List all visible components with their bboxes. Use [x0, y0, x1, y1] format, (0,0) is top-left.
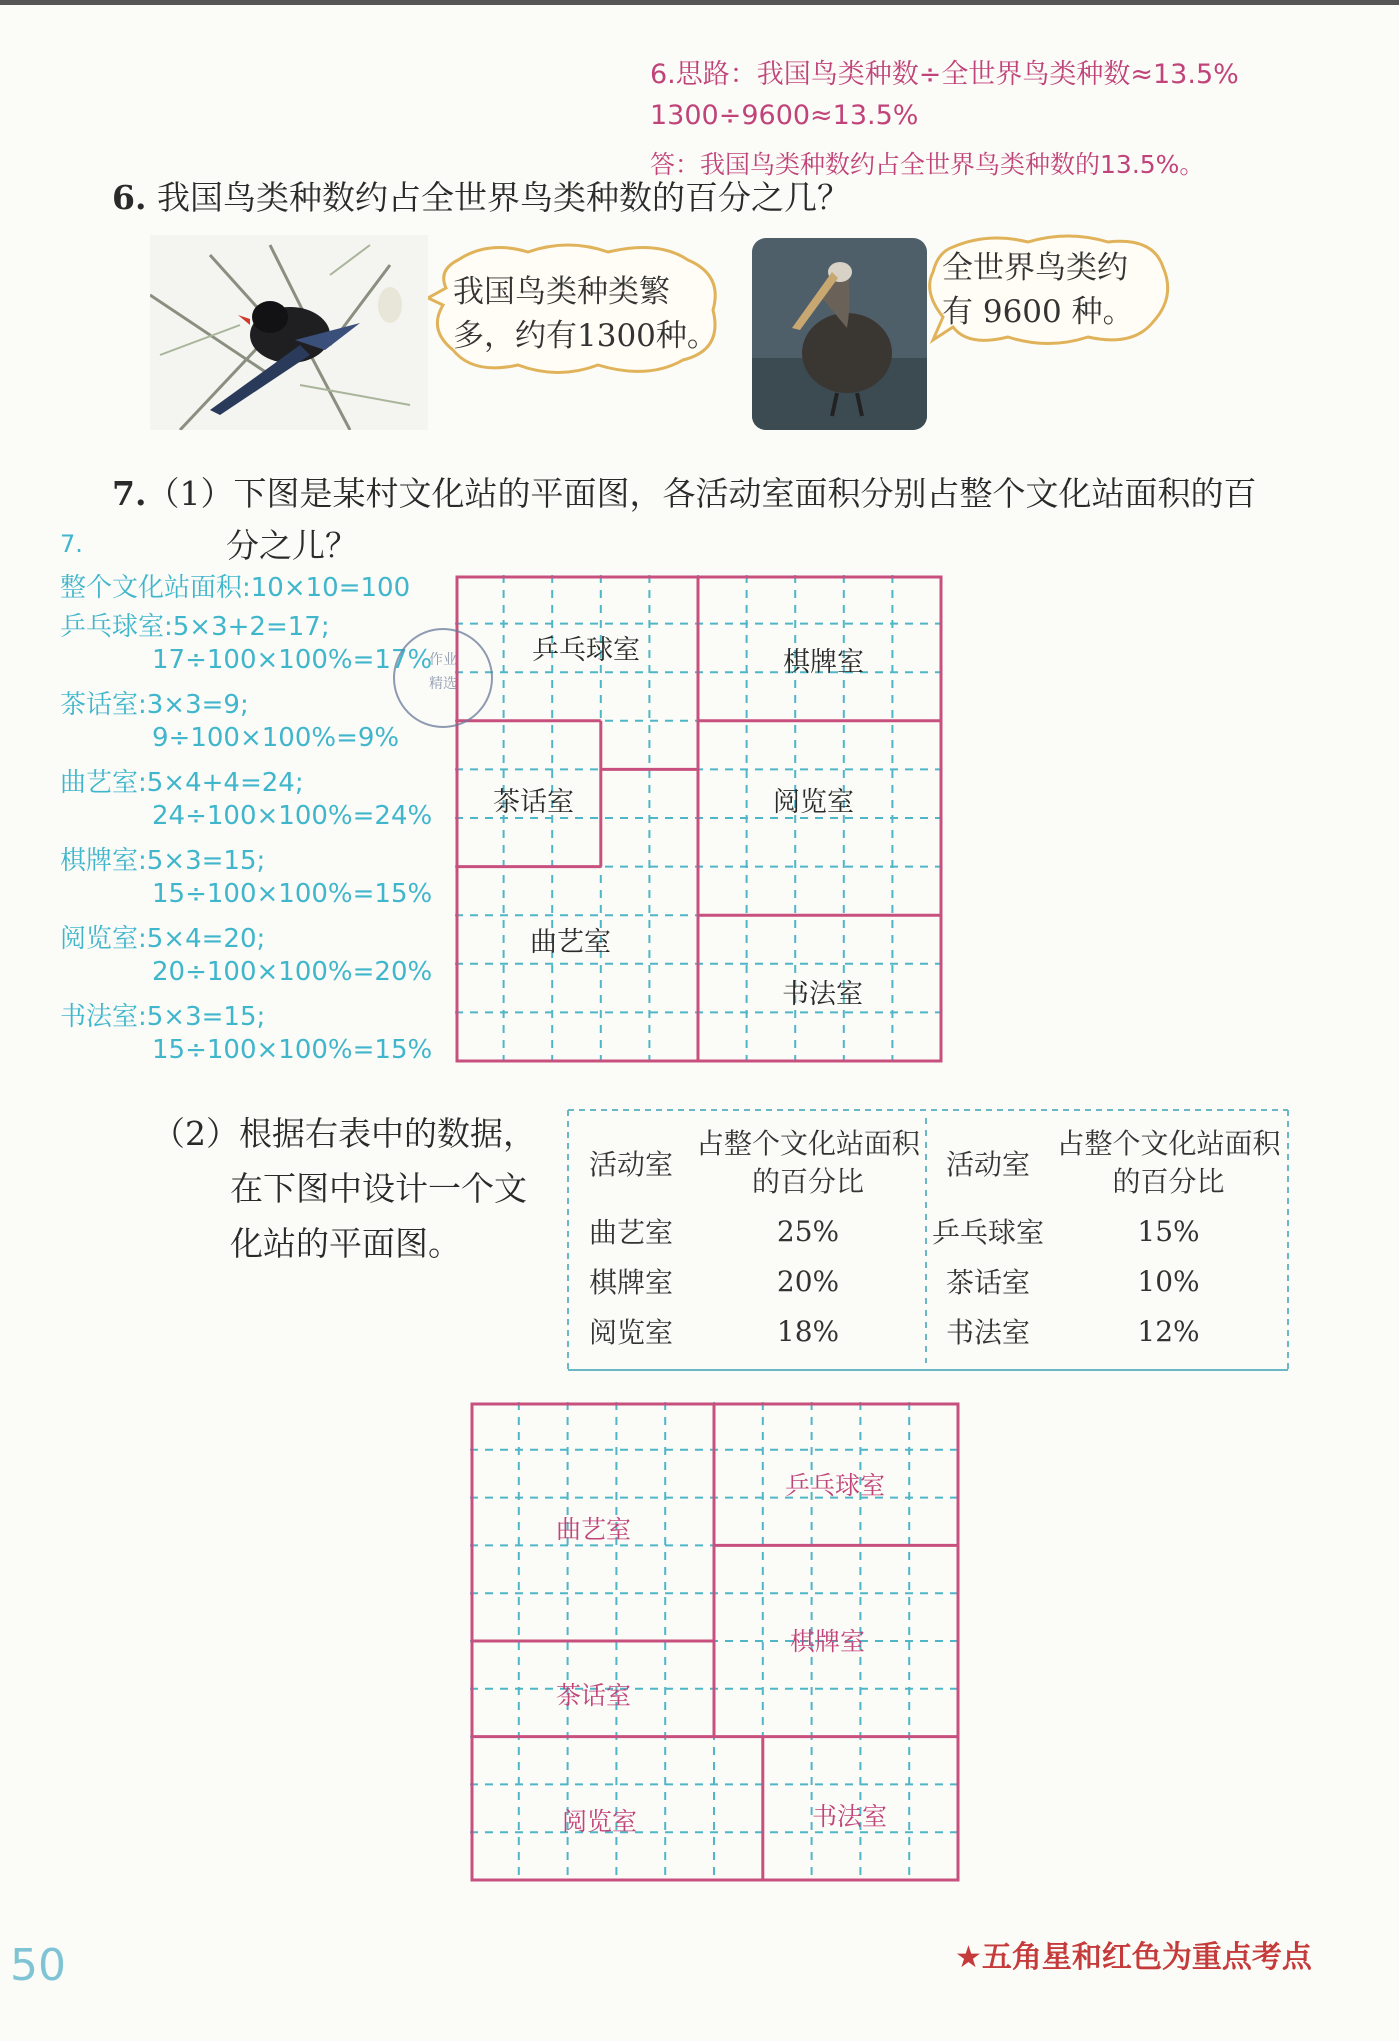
answer6-line1: 6.思路：我国鸟类种数÷全世界鸟类种数≈13.5%: [650, 59, 1239, 90]
solution7-line-yuelan-pct: 20÷100×100%=20%: [152, 957, 433, 987]
solution7-line-shufa-pct: 15÷100×100%=15%: [152, 1035, 433, 1065]
bubble-right-line2: 有 9600 种。: [942, 294, 1134, 330]
bubble-left-line2: 多，约有1300种。: [453, 318, 718, 354]
question7-part2-line1: （2）根据右表中的数据，: [152, 1114, 536, 1153]
plan1-room-yuelan: 阅览室: [773, 787, 854, 818]
homework-stamp: 作业 精选: [393, 628, 493, 728]
solution7-line-shufa: 书法室:5×3=15;: [60, 1002, 266, 1032]
table-header-room2: 活动室: [945, 1148, 1030, 1181]
table-row: [572, 1256, 1287, 1306]
solution7-number: 7.: [60, 530, 83, 558]
plan1-room-quyi: 曲艺室: [530, 927, 611, 958]
floor-plan-2: [470, 1402, 962, 1884]
percentage-table: [572, 1120, 1287, 1356]
question7-part1-line1: （1）下图是某村文化站的平面图，各活动室面积分别占整个文化站面积的百: [146, 474, 1257, 513]
answer6-line2: 1300÷9600≈13.5%: [650, 100, 919, 131]
solution7-line-qipai: 棋牌室:5×3=15;: [60, 846, 266, 876]
question6: [112, 172, 850, 219]
plan2-room-pingpong: 乒乓球室: [785, 1471, 886, 1500]
solution7-line-pingpong-pct: 17÷100×100%=17%: [152, 645, 433, 675]
table-header-pct1: 占整个文化站面积的百分比: [695, 1127, 920, 1198]
plan1-room-shufa: 书法室: [782, 979, 863, 1010]
table-cell: 曲艺室: [588, 1216, 673, 1249]
table-cell: 乒乓球室: [931, 1216, 1044, 1249]
plan2-room-quyi: 曲艺室: [556, 1515, 632, 1544]
question6-number: 6.: [112, 178, 147, 217]
floor-plan-1: [455, 575, 945, 1065]
bubble-right-line1: 全世界鸟类约: [942, 250, 1128, 286]
answer6-line3: 答：我国鸟类种数约占全世界鸟类种数的13.5%。: [650, 150, 1205, 179]
question7-part2-line3: 化站的平面图。: [230, 1224, 461, 1263]
plan2-room-chahua: 茶话室: [556, 1681, 632, 1710]
table-cell: 书法室: [945, 1316, 1030, 1349]
plan2-room-shufa: 书法室: [812, 1802, 888, 1831]
solution7-line-quyi: 曲艺室:5×4+4=24;: [60, 768, 304, 798]
table-cell: 12%: [1137, 1314, 1200, 1348]
table-cell: 15%: [1137, 1214, 1200, 1248]
plan2-room-qipai: 棋牌室: [790, 1627, 866, 1656]
table-cell: 10%: [1137, 1264, 1200, 1298]
page-top-edge: [0, 0, 1399, 5]
page-number: 50: [10, 1940, 66, 1991]
solution7-line-quyi-pct: 24÷100×100%=24%: [152, 801, 433, 831]
table-row: [572, 1206, 1287, 1256]
plan1-room-chahua: 茶话室: [493, 787, 574, 818]
table-header-room1: 活动室: [588, 1148, 673, 1181]
question7-part1: [112, 468, 1256, 515]
table-cell: 20%: [776, 1264, 840, 1298]
question7-number: 7.: [112, 474, 147, 513]
plan2-room-yuelan: 阅览室: [562, 1807, 638, 1836]
plan1-room-pingpong: 乒乓球室: [532, 635, 640, 666]
table-cell: 25%: [776, 1214, 840, 1248]
solution7-line-chahua: 茶话室:3×3=9;: [60, 690, 249, 720]
solution7-line-yuelan: 阅览室:5×4=20;: [60, 924, 266, 954]
table-cell: 18%: [776, 1314, 840, 1348]
table-cell: 棋牌室: [588, 1266, 673, 1299]
solution7-line-chahua-pct: 9÷100×100%=9%: [152, 723, 400, 753]
speech-bubble-left-text: [453, 270, 718, 358]
solution7-line-total: 整个文化站面积:10×10=100: [60, 573, 411, 603]
question6-text: 我国鸟类种数约占全世界鸟类种数的百分之几？: [156, 178, 850, 217]
speech-bubble-right-text: [942, 246, 1134, 334]
table-row: [572, 1306, 1287, 1356]
table-header-row: [572, 1120, 1287, 1206]
question7-part2-line2: 在下图中设计一个文: [230, 1169, 527, 1208]
bird-photo-pelican: [752, 238, 927, 430]
table-cell: 阅览室: [588, 1316, 673, 1349]
table-header-pct2: 占整个文化站面积的百分比: [1056, 1127, 1281, 1198]
bird-photo-magpie: [150, 235, 428, 430]
bubble-left-line1: 我国鸟类种类繁: [453, 274, 670, 310]
solution7-line-qipai-pct: 15÷100×100%=15%: [152, 879, 433, 909]
table-cell: 茶话室: [945, 1266, 1030, 1299]
footer-note: ★五角星和红色为重点考点: [955, 1940, 1312, 1975]
question7-part1-line2: 分之儿？: [226, 526, 358, 565]
plan1-room-qipai: 棋牌室: [783, 647, 864, 678]
solution7-line-pingpong: 乒乓球室:5×3+2=17;: [60, 612, 330, 642]
